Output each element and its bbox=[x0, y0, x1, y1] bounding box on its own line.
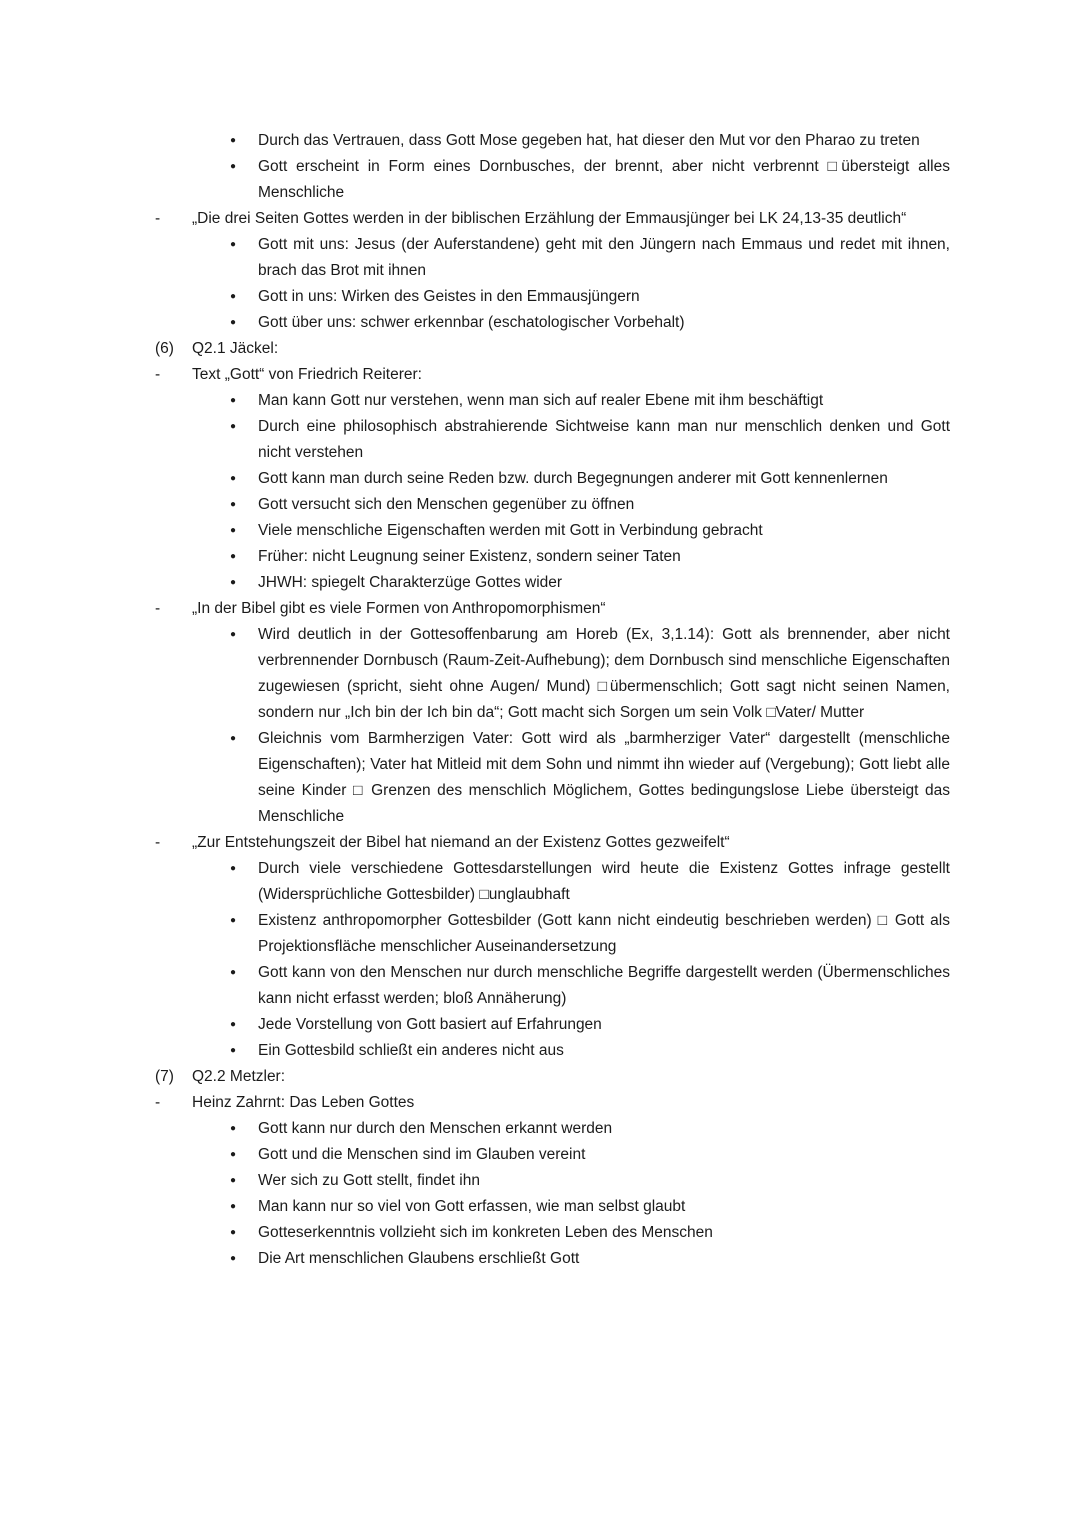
list-item-text: Wird deutlich in der Gottesoffenbarung am Horeb (Ex, 3,1.14): Gott als brennender, aber nicht verbrennender Dornbusch (Raum-Zeit-Aufhebung); dem Dornbusch sind menschliche Eigenschaften zugewiesen (spricht, sieht ohne Augen/ Mund) □übermenschlich; Gott sagt nicht seinen Namen, sondern nur „Ich bin der Ich bin da“; Gott macht sich Sorgen um sein Volk □Vater/ Mutter bbox=[258, 626, 950, 721]
list-item-text: „Zur Entstehungszeit der Bibel hat niemand an der Existenz Gottes gezweifelt“ bbox=[192, 834, 730, 851]
list-item bbox=[230, 1012, 950, 1038]
list-item-text: „In der Bibel gibt es viele Formen von Anthropomorphismen“ bbox=[192, 600, 606, 617]
list-item bbox=[155, 362, 950, 388]
bullet-icon: ● bbox=[230, 395, 237, 406]
list-item-text: Wer sich zu Gott stellt, findet ihn bbox=[258, 1172, 480, 1189]
list-item bbox=[230, 388, 950, 414]
item-number: (6) bbox=[155, 340, 174, 357]
bullet-icon: ● bbox=[230, 629, 237, 640]
notes-list bbox=[155, 128, 950, 1272]
dash-marker: - bbox=[155, 366, 161, 383]
list-item bbox=[230, 622, 950, 726]
list-item bbox=[230, 960, 950, 1012]
bullet-icon: ● bbox=[230, 525, 237, 536]
list-item-text: Man kann nur so viel von Gott erfassen, wie man selbst glaubt bbox=[258, 1198, 686, 1215]
bullet-icon: ● bbox=[230, 1253, 237, 1264]
item-number: (7) bbox=[155, 1068, 174, 1085]
list-item bbox=[155, 1090, 950, 1116]
list-item bbox=[230, 1142, 950, 1168]
bullet-icon: ● bbox=[230, 1123, 237, 1134]
list-item bbox=[155, 830, 950, 856]
dash-marker: - bbox=[155, 600, 161, 617]
list-item bbox=[230, 232, 950, 284]
bullet-icon: ● bbox=[230, 161, 237, 172]
list-item bbox=[230, 128, 950, 154]
list-item-text: Gott und die Menschen sind im Glauben vereint bbox=[258, 1146, 586, 1163]
list-item-text: Die Art menschlichen Glaubens erschließt Gott bbox=[258, 1250, 580, 1267]
list-item-text: Man kann Gott nur verstehen, wenn man sich auf realer Ebene mit ihm beschäftigt bbox=[258, 392, 824, 409]
dash-marker: - bbox=[155, 1094, 161, 1111]
list-item bbox=[230, 570, 950, 596]
list-item bbox=[230, 1116, 950, 1142]
list-item bbox=[230, 154, 950, 206]
list-item-text: JHWH: spiegelt Charakterzüge Gottes wider bbox=[258, 574, 563, 591]
bullet-icon: ● bbox=[230, 1045, 237, 1056]
bullet-icon: ● bbox=[230, 1149, 237, 1160]
bullet-icon: ● bbox=[230, 551, 237, 562]
list-item-text: Text „Gott“ von Friedrich Reiterer: bbox=[192, 366, 422, 383]
list-item-text: Durch viele verschiedene Gottesdarstellungen wird heute die Existenz Gottes infrage gestellt (Widersprüchliche Gottesbilder) □unglaubhaft bbox=[258, 860, 950, 903]
list-item-text: Q2.2 Metzler: bbox=[192, 1068, 286, 1085]
bullet-icon: ● bbox=[230, 239, 237, 250]
bullet-icon: ● bbox=[230, 1201, 237, 1212]
list-item bbox=[230, 1220, 950, 1246]
list-item bbox=[230, 284, 950, 310]
list-item-text: Gott über uns: schwer erkennbar (eschatologischer Vorbehalt) bbox=[258, 314, 685, 331]
bullet-icon: ● bbox=[230, 473, 237, 484]
list-item-text: Gott erscheint in Form eines Dornbusches, der brennt, aber nicht verbrennt □übersteigt alles Menschliche bbox=[258, 158, 950, 201]
bullet-icon: ● bbox=[230, 967, 237, 978]
dash-marker: - bbox=[155, 834, 161, 851]
list-item-text: Gleichnis vom Barmherzigen Vater: Gott wird als „barmherziger Vater“ dargestellt (menschliche Eigenschaften); Vater hat Mitleid mit dem Sohn und nimmt ihn wieder auf (Vergebung); Gott liebt alle seine Kinder □ Grenzen des menschlich Möglichem, Gottes bedingungslose Liebe übersteigt das Menschliche bbox=[258, 730, 950, 825]
list-item bbox=[230, 1168, 950, 1194]
list-item-text: Gott mit uns: Jesus (der Auferstandene) geht mit den Jüngern nach Emmaus und redet mit ihnen, brach das Brot mit ihnen bbox=[258, 236, 950, 279]
list-item-text: „Die drei Seiten Gottes werden in der biblischen Erzählung der Emmausjünger bei LK 24,13-35 deutlich“ bbox=[192, 210, 907, 227]
list-item bbox=[230, 1194, 950, 1220]
list-item bbox=[230, 726, 950, 830]
list-item bbox=[230, 908, 950, 960]
bullet-icon: ● bbox=[230, 499, 237, 510]
list-item bbox=[155, 206, 950, 232]
list-item bbox=[230, 1038, 950, 1064]
list-item bbox=[155, 596, 950, 622]
list-item-text: Existenz anthropomorpher Gottesbilder (Gott kann nicht eindeutig beschrieben werden) □ Gott als Projektionsfläche menschlicher Auseinandersetzung bbox=[258, 912, 950, 955]
list-item bbox=[230, 518, 950, 544]
list-item bbox=[230, 466, 950, 492]
list-item bbox=[230, 544, 950, 570]
bullet-icon: ● bbox=[230, 863, 237, 874]
list-item-text: Gotteserkenntnis vollzieht sich im konkreten Leben des Menschen bbox=[258, 1224, 713, 1241]
list-item-text: Gott versucht sich den Menschen gegenüber zu öffnen bbox=[258, 496, 635, 513]
bullet-icon: ● bbox=[230, 1019, 237, 1030]
bullet-icon: ● bbox=[230, 421, 237, 432]
bullet-icon: ● bbox=[230, 577, 237, 588]
bullet-icon: ● bbox=[230, 317, 237, 328]
list-item-text: Gott kann nur durch den Menschen erkannt werden bbox=[258, 1120, 613, 1137]
list-item-text: Durch das Vertrauen, dass Gott Mose gegeben hat, hat dieser den Mut vor den Pharao zu treten bbox=[258, 132, 920, 149]
list-item-text: Heinz Zahrnt: Das Leben Gottes bbox=[192, 1094, 415, 1111]
list-item bbox=[230, 492, 950, 518]
bullet-icon: ● bbox=[230, 1175, 237, 1186]
bullet-icon: ● bbox=[230, 291, 237, 302]
bullet-icon: ● bbox=[230, 915, 237, 926]
list-item-text: Gott kann von den Menschen nur durch menschliche Begriffe dargestellt werden (Übermenschliches kann nicht erfasst werden; bloß Annäherung) bbox=[258, 964, 950, 1007]
list-item-text: Gott kann man durch seine Reden bzw. durch Begegnungen anderer mit Gott kennenlernen bbox=[258, 470, 888, 487]
list-item bbox=[230, 1246, 950, 1272]
list-item-text: Viele menschliche Eigenschaften werden mit Gott in Verbindung gebracht bbox=[258, 522, 763, 539]
list-item bbox=[230, 856, 950, 908]
bullet-icon: ● bbox=[230, 135, 237, 146]
list-item bbox=[155, 1064, 950, 1090]
list-item-text: Gott in uns: Wirken des Geistes in den Emmausjüngern bbox=[258, 288, 640, 305]
bullet-icon: ● bbox=[230, 733, 237, 744]
bullet-icon: ● bbox=[230, 1227, 237, 1238]
dash-marker: - bbox=[155, 210, 161, 227]
list-item-text: Jede Vorstellung von Gott basiert auf Erfahrungen bbox=[258, 1016, 602, 1033]
list-item-text: Durch eine philosophisch abstrahierende Sichtweise kann man nur menschlich denken und Gott nicht verstehen bbox=[258, 418, 950, 461]
list-item-text: Früher: nicht Leugnung seiner Existenz, sondern seiner Taten bbox=[258, 548, 681, 565]
list-item bbox=[230, 310, 950, 336]
list-item-text: Ein Gottesbild schließt ein anderes nicht aus bbox=[258, 1042, 564, 1059]
list-item bbox=[155, 336, 950, 362]
list-item-text: Q2.1 Jäckel: bbox=[192, 340, 279, 357]
list-item bbox=[230, 414, 950, 466]
